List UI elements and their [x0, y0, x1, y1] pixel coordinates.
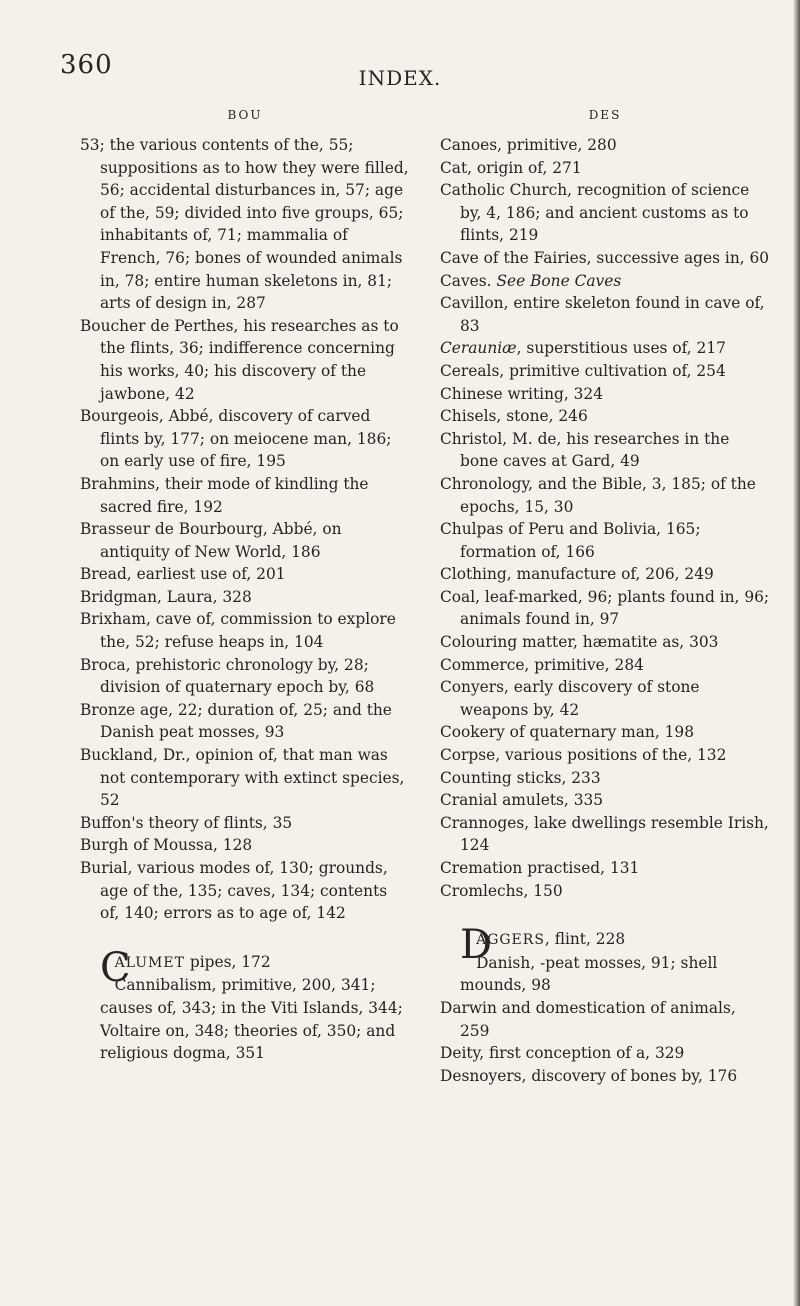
- entry-smallcaps: AGGERS: [476, 932, 545, 949]
- index-entry: Deity, first conception of a, 329: [440, 1044, 685, 1063]
- index-entry-cavillon: Cavillon, entire skeleton found in cave of, 83: [440, 294, 765, 335]
- entry-term-italic: Cerauniæ: [440, 339, 517, 358]
- index-entry: Cranial amulets, 335: [440, 791, 604, 810]
- index-entry: Burgh of Moussa, 128: [80, 836, 253, 855]
- index-entry: Burial, various modes of, 130; grounds, age of the, 135; caves, 134; contents of, 140; errors as to age of, 142: [80, 859, 388, 923]
- index-entry: Brixham, cave of, commission to explore the, 52; refuse heaps in, 104: [80, 610, 396, 652]
- index-entry: Cereals, primitive cultivation of, 254: [440, 361, 726, 380]
- guide-word-right: DES: [588, 108, 622, 122]
- entry-smallcaps: ALUMET: [114, 954, 185, 971]
- index-entry-daggers: [440, 922, 770, 969]
- index-entry: Cromlechs, 150: [440, 881, 563, 900]
- guide-word-left: BOU: [227, 108, 263, 122]
- index-entry: Counting sticks, 233: [440, 768, 601, 787]
- index-entry: Commerce, primitive, 284: [440, 655, 644, 674]
- index-entry: Cat, origin of, 271: [440, 158, 582, 177]
- page-number: 360: [60, 50, 113, 80]
- index-entry-cerauniae: [440, 337, 770, 360]
- index-entry-calumet: [80, 944, 410, 991]
- index-entry: Catholic Church, recognition of science by, 4, 186; and ancient customs as to flints, 219: [440, 181, 750, 245]
- index-entry: Colouring matter, hæmatite as, 303: [440, 633, 719, 652]
- index-entry: Brasseur de Bourbourg, Abbé, on antiquity of New World, 186: [80, 520, 342, 561]
- index-entry: Desnoyers, discovery of bones by, 176: [440, 1066, 738, 1085]
- right-d-entry-list: [440, 952, 770, 1088]
- right-column: [440, 108, 770, 1087]
- index-entry: Coal, leaf-marked, 96; plants found in, 96; animals found in, 97: [440, 587, 770, 629]
- index-entry: Crannoges, lake dwellings resemble Irish, 124: [440, 813, 769, 855]
- index-entry: Conyers, early discovery of stone weapons by, 42: [440, 678, 700, 719]
- index-entry: Bread, earliest use of, 201: [80, 565, 286, 584]
- index-entry: Cookery of quaternary man, 198: [440, 723, 695, 742]
- right-entry-list-b: [440, 360, 770, 902]
- page-edge-shadow: [793, 0, 800, 1306]
- left-column: [80, 108, 410, 1065]
- index-entry: Corpse, various positions of the, 132: [440, 746, 727, 765]
- index-entry: Chronology, and the Bible, 3, 185; of the epochs, 15, 30: [440, 474, 756, 516]
- index-entry: Bridgman, Laura, 328: [80, 587, 252, 606]
- index-entry: Buffon's theory of flints, 35: [80, 813, 293, 832]
- right-entry-list-a: [440, 134, 770, 270]
- dropcap-d: D: [460, 922, 493, 969]
- left-entry-list: [80, 134, 410, 925]
- entry-rest: , superstitious uses of, 217: [516, 339, 726, 358]
- index-entry-caves: [440, 270, 770, 293]
- index-entry: Cremation practised, 131: [440, 859, 640, 877]
- index-entry: Bourgeois, Abbé, discovery of carved flints by, 177; on meiocene man, 186; on early use of fire, 195: [80, 407, 392, 471]
- see-reference: See Bone Caves: [496, 271, 622, 290]
- index-entry: Darwin and domestication of animals, 259: [440, 998, 736, 1040]
- index-entry: Boucher de Perthes, his researches as to the flints, 36; indifference concerning his works, 40; his discovery of the jawbone, 42: [80, 316, 399, 403]
- entry-rest: , flint, 228: [544, 930, 626, 949]
- index-entry: Buckland, Dr., opinion of, that man was not contemporary with extinct species, 52: [80, 746, 405, 810]
- entry-rest: pipes, 172: [184, 952, 271, 971]
- index-entry: Broca, prehistoric chronology by, 28; division of quaternary epoch by, 68: [80, 655, 375, 697]
- index-entry: Clothing, manufacture of, 206, 249: [440, 565, 714, 584]
- index-entry: Canoes, primitive, 280: [440, 136, 617, 154]
- left-c-entry-list: [80, 974, 410, 1064]
- index-entry: Bronze age, 22; duration of, 25; and the Danish peat mosses, 93: [80, 700, 392, 742]
- index-entry: Danish, -peat mosses, 91; shell mounds, 98: [460, 953, 718, 995]
- entry-term: Caves.: [440, 271, 492, 290]
- index-entry: Chinese writing, 324: [440, 384, 604, 403]
- index-entry: Christol, M. de, his researches in the bone caves at Gard, 49: [440, 429, 730, 471]
- dropcap-c: C: [100, 944, 131, 991]
- index-entry: Chisels, stone, 246: [440, 407, 588, 426]
- index-entry: Chulpas of Peru and Bolivia, 165; formation of, 166: [440, 520, 701, 561]
- index-entry: 53; the various contents of the, 55; suppositions as to how they were filled, 56; accidental disturbances in, 57; age of the, 59; divided into five groups, 65; inhabitants of, 71; mammalia of French, 76; bones of wounded animals in, 78; entire human skeletons in, 81; arts of design in, 287: [80, 136, 409, 313]
- index-entry: Cave of the Fairies, successive ages in, 60: [440, 248, 770, 267]
- index-entry: Brahmins, their mode of kindling the sacred fire, 192: [80, 474, 369, 516]
- running-head-title: INDEX.: [358, 66, 442, 90]
- index-entry: Cannibalism, primitive, 200, 341; causes of, 343; in the Viti Islands, 344; Voltaire on, 348; theories of, 350; and religious dogma, 351: [100, 976, 403, 1063]
